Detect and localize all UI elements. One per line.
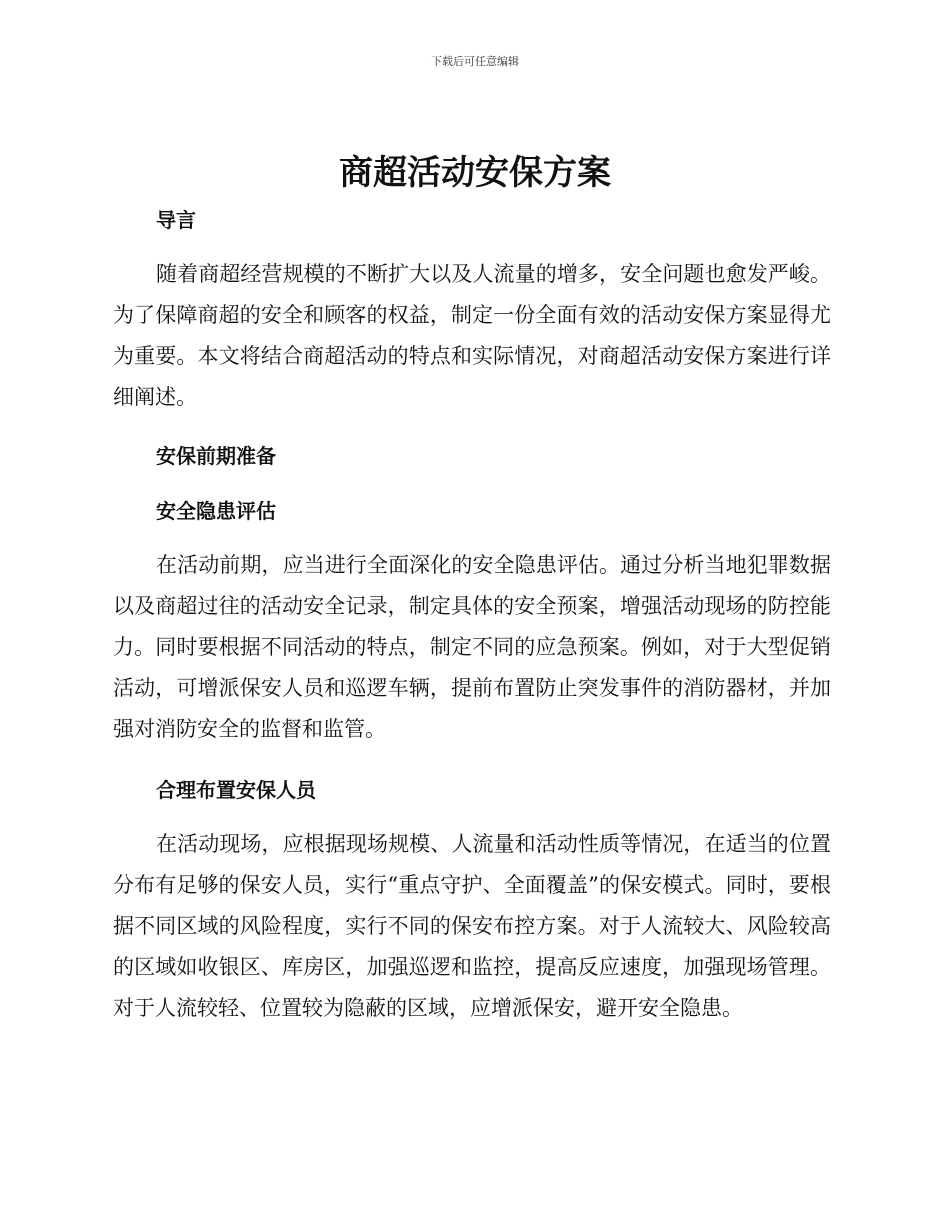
paragraph-staff-deployment: 在活动现场，应根据现场规模、人流量和活动性质等情况，在适当的位置分布有足够的保安人员，实行“重点守护、全面覆盖”的保安模式。同时，要根据不同区域的风险程度，实行不同的保安布控方案。对于人流较大、风险较高的区域如收银区、库房区，加强巡逻和监控，提高反应速度，加强现场管理。对于人流较轻、位置较为隐蔽的区域，应增派保安，避开安全隐患。: [113, 832, 831, 1020]
section-heading-risk-assessment: 安全隐患评估: [156, 499, 276, 523]
paragraph-introduction: 随着商超经营规模的不断扩大以及人流量的增多，安全问题也愈发严峻。为了保障商超的安全和顾客的权益，制定一份全面有效的活动安保方案显得尤为重要。本文将结合商超活动的特点和实际情况，对商超活动安保方案进行详细阐述。: [113, 262, 831, 409]
section-heading-preparation: 安保前期准备: [156, 444, 276, 468]
section-heading-introduction: 导言: [156, 208, 196, 232]
section-heading-staff-deployment: 合理布置安保人员: [156, 778, 316, 802]
document-title: 商超活动安保方案: [339, 153, 611, 193]
page-header-note: 下载后可任意编辑: [431, 55, 519, 68]
paragraph-risk-assessment: 在活动前期，应当进行全面深化的安全隐患评估。通过分析当地犯罪数据以及商超过往的活动安全记录，制定具体的安全预案，增强活动现场的防控能力。同时要根据不同活动的特点，制定不同的应急预案。例如，对于大型促销活动，可增派保安人员和巡逻车辆，提前布置防止突发事件的消防器材，并加强对消防安全的监督和监管。: [113, 553, 831, 741]
